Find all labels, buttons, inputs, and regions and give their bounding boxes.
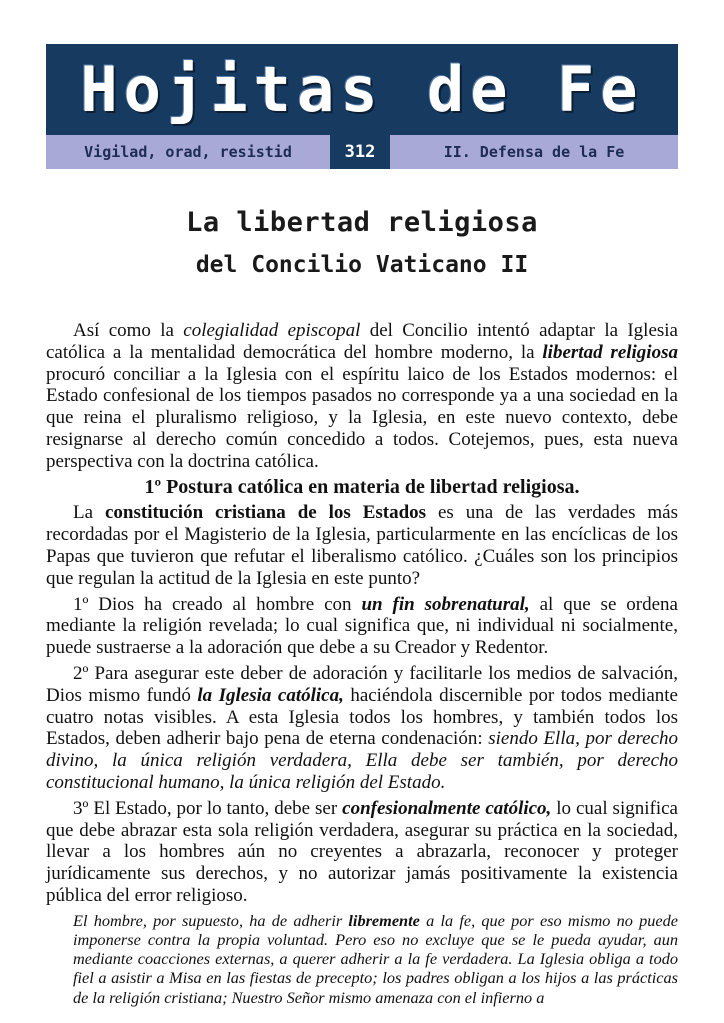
paragraph — [46, 798, 678, 907]
paragraph — [46, 594, 678, 659]
issue-number-box — [330, 135, 390, 169]
motto: Vigilad, orad, resistid — [84, 143, 292, 161]
publication-title: Hojitas de Fe — [80, 53, 644, 126]
text-run: haciéndola discernible por todos mediante cuatro notas visibles. A esta Iglesia todos los hombres, y también todos los Estados, deben adherir bajo pena de eterna condenación: — [46, 684, 678, 750]
paragraph — [46, 663, 678, 794]
emphasis-text: constitución cristiana de los Estados — [104, 502, 427, 524]
text-run: es una de las verdades más recordadas por el Magisterio de la Iglesia, particularmente en las encíclicas de los Papas que tuvieron que refutar el liberalismo católico. ¿Cuáles son los principios que regulan la actitud de la Iglesia en este punto? — [46, 502, 678, 589]
emphasis-text: confesionalmente católico, — [342, 797, 552, 819]
note-paragraph — [73, 911, 678, 1007]
header-banner — [46, 44, 678, 169]
text-run: al que se ordena mediante la religión revelada; lo cual significa que, ni individual ni socialmente, puede sustraerse a la adoración que debe a su Creador y Redentor. — [46, 593, 678, 659]
emphasis-text: libertad religiosa — [542, 341, 678, 363]
section-name: II. Defensa de la Fe — [443, 143, 625, 161]
text-run: procuró conciliar a la Iglesia con el espíritu laico de los Estados modernos: el Estado confesional de los tiempos pasados no corresponde ya a una sociedad en la que reina el pluralismo religioso, y la Iglesia, en este nuevo contexto, debe resignarse al derecho común concedido a todos. Cotejemos, pues, esta nueva perspectiva con la doctrina católica. — [46, 363, 678, 472]
text-run: Así como la — [73, 320, 184, 341]
text-run: lo cual significa que debe abrazar esta sola religión verdadera, asegurar su práctica en la sociedad, llevar a los hombres aún no creyentes a abrazarla, reconocer y proteger jurídicamente sus derechos, y no autorizar jamás positivamente la existencia pública del error religioso. — [46, 797, 678, 906]
text-run: del Concilio intentó adaptar la Iglesia católica a la mentalidad democrática del hombre moderno, la — [46, 320, 678, 363]
paragraph-intro — [46, 320, 678, 473]
banner-title-box — [46, 44, 678, 135]
motto-strip — [46, 135, 330, 169]
emphasis-text: siendo Ella, por derecho divino, la única religión verdadera, Ella debe ser también, por derecho constitucional humano, la única religión del Estado. — [46, 728, 678, 793]
text-run: a la fe, que por eso mismo no puede imponerse contra la propia voluntad. Pero eso no excluye que se le pueda ayudar, aun mediante coacciones externas, a querer adherir a la fe verdadera. La Iglesia obliga a todo fiel a asistir a Misa en las fiestas de precepto; los padres obligan a los hijos a las prácticas de la religión cristiana; Nuestro Señor mismo amenaza con el infierno a — [73, 910, 678, 1007]
emphasis-text: colegialidad episcopal — [183, 320, 361, 341]
article-title-line2: del Concilio Vaticano II — [195, 252, 529, 278]
section-heading: 1º Postura católica en materia de libertad religiosa. — [144, 475, 580, 498]
article-title-line1: La libertad religiosa — [186, 207, 538, 238]
text-run: 1º Dios ha creado al hombre con — [73, 593, 362, 615]
text-run: La — [73, 502, 105, 524]
paragraph — [46, 502, 678, 589]
text-run: 3º El Estado, por lo tanto, debe ser — [73, 797, 343, 819]
section-strip — [390, 135, 678, 169]
article-body — [46, 320, 678, 1007]
emphasis-text: la Iglesia católica, — [197, 684, 344, 706]
issue-number: 312 — [344, 142, 376, 162]
emphasis-text: libremente — [348, 910, 420, 930]
text-run: 2º Para asegurar este deber de adoración y facilitarle los medios de salvación, Dios mismo fundó — [46, 662, 678, 706]
emphasis-text: un fin sobrenatural, — [361, 593, 530, 615]
text-run: El hombre, por supuesto, ha de adherir — [73, 910, 349, 930]
